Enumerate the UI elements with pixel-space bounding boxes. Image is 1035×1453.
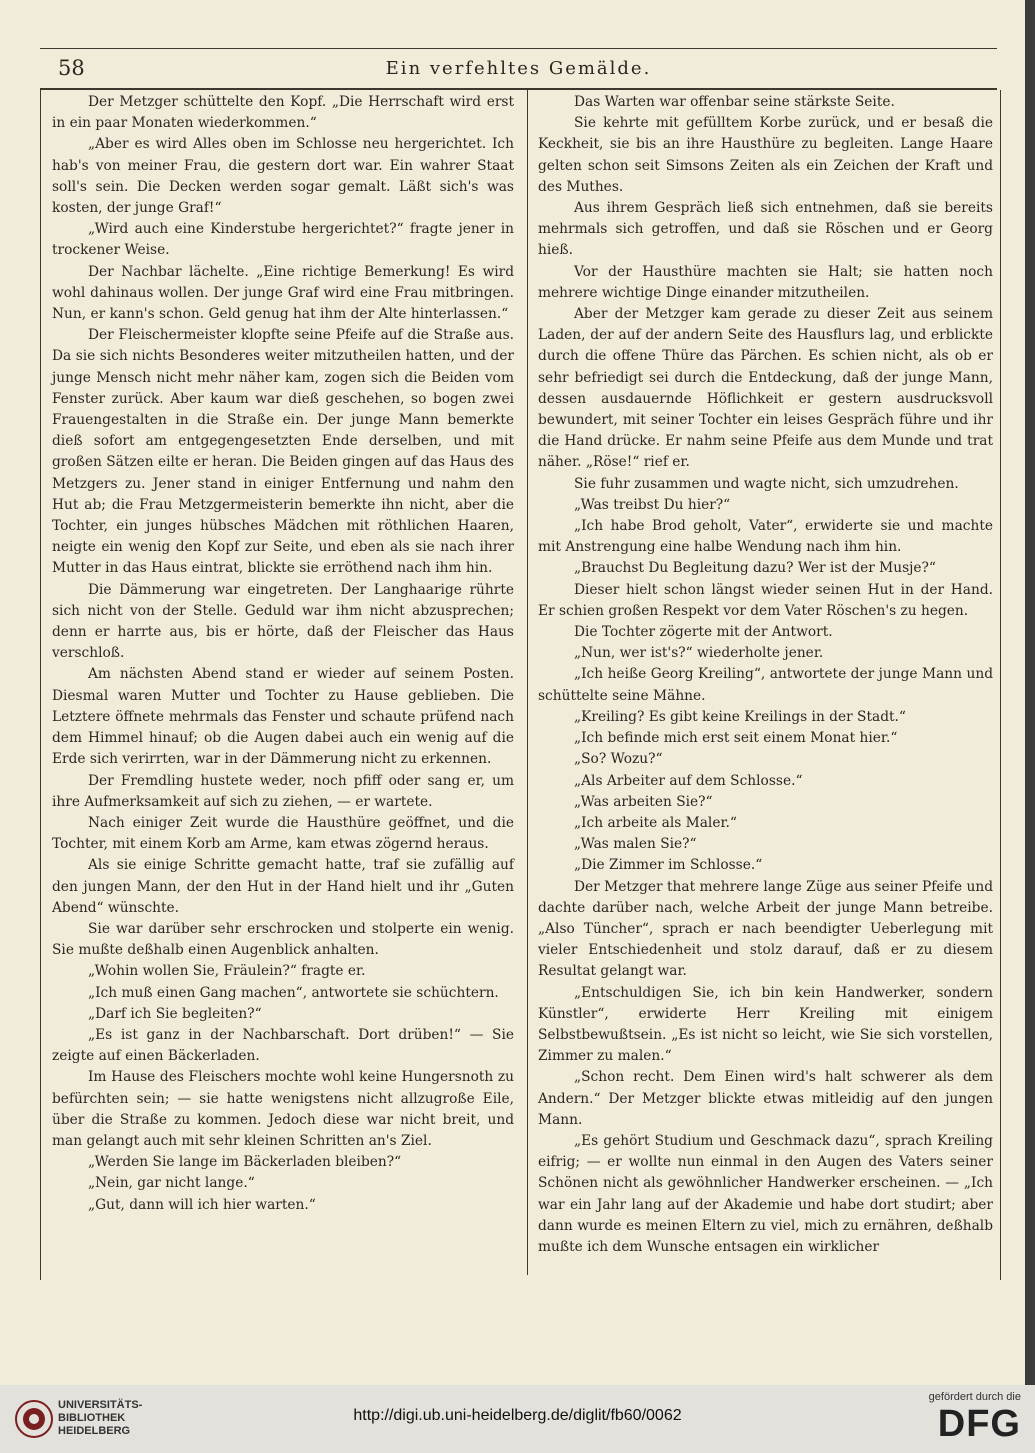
- paragraph: „Ich habe Brod geholt, Vater“, erwiderte sie und machte mit Anstrengung eine halbe Wendung nach ihm hin.: [538, 518, 993, 556]
- paragraph: „Schon recht. Dem Einen wird's halt schwerer als dem Andern.“ Der Metzger blickte etwas mitleidig auf den jungen Mann.: [538, 1069, 993, 1128]
- right-column: [538, 92, 993, 1258]
- paragraph: „Was treibst Du hier?“: [574, 496, 731, 513]
- paragraph: „Entschuldigen Sie, ich bin kein Handwerker, sondern Künstler“, erwiderte Herr Kreiling mit einigem Selbstbewußtsein. „Es ist nicht so leicht, wie Sie sich vorstellen, Zimmer zu malen.“: [538, 984, 993, 1065]
- dfg-logo: DFG: [937, 1403, 1021, 1445]
- paragraph: Das Warten war offenbar seine stärkste Seite.: [574, 94, 895, 110]
- paragraph: „Wohin wollen Sie, Fräulein?“ fragte er.: [88, 963, 366, 980]
- library-name-line-3: HEIDELBERG: [58, 1425, 131, 1437]
- paragraph: „Nein, gar nicht lange.“: [88, 1175, 255, 1192]
- paragraph: Als sie einige Schritte gemacht hatte, traf sie zufällig auf den jungen Mann, der den Hut in der Hand hielt und ihr „Guten Abend“ wünschte.: [52, 857, 514, 916]
- paragraph: „Wird auch eine Kinderstube hergerichtet?“ fragte jener in trockener Weise.: [52, 221, 514, 259]
- paragraph: Die Dämmerung war eingetreten. Der Langhaarige rührte sich nicht von der Stelle. Geduld war ihm nicht abzusprechen; denn er harrte aus, bis er hörte, daß der Fleischer das Haus verschloß.: [52, 581, 514, 662]
- paragraph: Am nächsten Abend stand er wieder auf seinem Posten. Diesmal waren Mutter und Tochter zu Hause geblieben. Die Letztere öffnete mehrmals das Fenster und schaute prüfend nach dem Himmel hinauf; ob die Augen dabei auch ein wenig auf die Erde sich verirrten, war in der Dämmerung nicht zu erkennen.: [52, 666, 514, 768]
- paragraph: „Nun, wer ist's?“ wiederholte jener.: [574, 645, 824, 662]
- paragraph: „Ich befinde mich erst seit einem Monat hier.“: [574, 730, 898, 747]
- paragraph: „Gut, dann will ich hier warten.“: [88, 1196, 316, 1213]
- permalink-url[interactable]: http://digi.ub.uni-heidelberg.de/diglit/fb60/0062: [353, 1407, 682, 1424]
- left-border-rule: [40, 90, 41, 1280]
- paragraph: „Als Arbeiter auf dem Schlosse.“: [574, 772, 803, 789]
- funding-caption: gefördert durch die: [928, 1391, 1021, 1403]
- viewer-footer: [0, 1385, 1035, 1453]
- paragraph: „Werden Sie lange im Bäckerladen bleiben?“: [88, 1154, 402, 1171]
- paragraph: „Ich arbeite als Maler.“: [574, 814, 737, 831]
- top-rule: [40, 48, 997, 49]
- scan-edge: [1025, 0, 1035, 1385]
- paragraph: Aber der Metzger kam gerade zu dieser Zeit aus seinem Laden, der auf der andern Seite des Hausflurs lag, und erblickte durch die offene Thüre das Pärchen. Es schien nicht, als ob er sehr befriedigt sei durch die Entdeckung, daß der junge Mann, dessen ausdauernde Höflichkeit er gestern ausdrucksvoll bewundert, mit seiner Tochter ein leises Gespräch führe und ihr die Hand drücke. Er nahm seine Pfeife aus dem Munde und trat näher. „Röse!“ rief er.: [538, 306, 993, 471]
- paragraph: „Es gehört Studium und Geschmack dazu“, sprach Kreiling eifrig; — er wollte nun einmal in den Augen des Vaters seiner Schönen nicht als gewöhnlicher Handwerker erscheinen. — „Ich war ein Jahr lang auf der Akademie und habe dort studirt; aber dann wurde es meinen Eltern zu viel, mich zu ernähren, deßhalb mußte ich dem Wunsche entsagen ein wirklicher: [538, 1132, 993, 1255]
- page-number: 58: [58, 56, 85, 80]
- right-border-rule: [1000, 90, 1001, 1280]
- paragraph: Der Fleischermeister klopfte seine Pfeife auf die Straße aus. Da sie sich nichts Besonderes weiter mitzutheilen hatten, und der junge Mensch nicht mehr näher kam, zogen sich die Beiden vom Fenster zurück. Aber kaum war dieß geschehen, so bogen zwei Frauengestalten in die Straße ein. Der junge Mann bemerkte dieß sofort am entgegengesetzten Ende derselben, und mit großen Sätzen eilte er heran. Die Beiden gingen auf das Haus des Metzgers zu. Jener stand in einiger Entfernung und nahm den Hut ab; die Frau Metzgermeisterin bemerkte ihn nicht, aber die Tochter, ein junges hübsches Mädchen mit röthlichen Haaren, neigte ein wenig den Kopf zur Seite, und eben als sie nach ihrer Mutter in das Haus eintrat, blickte sie erröthend nach ihm hin.: [52, 327, 514, 577]
- header-rule: [40, 88, 997, 90]
- paragraph: Aus ihrem Gespräch ließ sich entnehmen, daß sie bereits mehrmals sich getroffen, und daß sie Röschen und er Georg hieß.: [538, 200, 993, 259]
- paragraph: „Ich muß einen Gang machen“, antwortete sie schüchtern.: [88, 984, 499, 1001]
- paragraph: „Brauchst Du Begleitung dazu? Wer ist der Musje?“: [574, 560, 936, 577]
- column-divider: [527, 90, 528, 1275]
- paragraph: „Kreiling? Es gibt keine Kreilings in der Stadt.“: [574, 708, 906, 725]
- paragraph: Sie fuhr zusammen und wagte nicht, sich umzudrehen.: [574, 475, 959, 492]
- left-column: [52, 92, 514, 1216]
- page-header: [40, 56, 997, 86]
- paragraph: Der Metzger that mehrere lange Züge aus seiner Pfeife und dachte darüber nach, welche Arbeit der junge Mann betreibe. „Also Tüncher“, sprach er nach beendigter Ueberlegung mit vieler Entschiedenheit und stolz darauf, daß er zu diesem Resultat gelangt war.: [538, 878, 993, 980]
- paragraph: Nach einiger Zeit wurde die Hausthüre geöffnet, und die Tochter, mit einem Korb am Arme, kam etwas zögernd heraus.: [52, 814, 514, 853]
- paragraph: „Was arbeiten Sie?“: [574, 793, 713, 810]
- paragraph: Im Hause des Fleischers mochte wohl keine Hungersnoth zu befürchten sein; — sie hatte wenigstens nicht allzugroße Eile, über die Straße zu kommen. Jedoch diese war nicht breit, und man gelangt auch mit sehr kleinen Schritten an's Ziel.: [52, 1069, 514, 1149]
- paragraph: Vor der Hausthüre machten sie Halt; sie hatten noch mehrere wichtige Dinge einander mitzutheilen.: [538, 263, 993, 301]
- paragraph: „Die Zimmer im Schlosse.“: [574, 857, 763, 874]
- paragraph: Sie kehrte mit gefülltem Korbe zurück, und er besaß die Keckheit, sie bis an ihre Hausthüre zu begleiten. Lange Haare gelten schon seit Simsons Zeiten als ein Zeichen der Kraft und des Muthes.: [538, 115, 993, 195]
- running-title: Ein verfehltes Gemälde.: [385, 58, 652, 79]
- paragraph: Der Metzger schüttelte den Kopf. „Die Herrschaft wird erst in ein paar Monaten wiederkommen.“: [52, 94, 514, 132]
- paragraph: Die Tochter zögerte mit der Antwort.: [574, 624, 833, 641]
- paragraph: „Darf ich Sie begleiten?“: [88, 1005, 262, 1022]
- paragraph: Sie war darüber sehr erschrocken und stolperte ein wenig. Sie mußte deßhalb einen Augenblick anhalten.: [52, 920, 514, 959]
- library-name-line-1: UNIVERSITÄTS-: [58, 1399, 143, 1411]
- paragraph: Der Fremdling hustete weder, noch pfiff oder sang er, um ihre Aufmerksamkeit auf sich zu ziehen, — er wartete.: [52, 772, 514, 810]
- paragraph: Dieser hielt schon längst wieder seinen Hut in der Hand. Er schien großen Respekt vor dem Vater Röschen's zu hegen.: [538, 581, 993, 619]
- library-name-line-2: BIBLIOTHEK: [58, 1412, 126, 1424]
- paragraph: „Aber es wird Alles oben im Schlosse neu hergerichtet. Ich hab's von meiner Frau, die gestern dort war. Ein wahrer Staat soll's sein. Die Decken werden sogar gemalt. Läßt sich's was kosten, der junge Graf!“: [52, 136, 514, 217]
- paragraph: Der Nachbar lächelte. „Eine richtige Bemerkung! Es wird wohl dahinaus wollen. Der junge Graf wird eine Frau mitbringen. Nun, er kann's schon. Geld genug hat ihm der Alte hinterlassen.“: [52, 263, 514, 323]
- paragraph: „Ich heiße Georg Kreiling“, antwortete der junge Mann und schüttelte seine Mähne.: [538, 666, 993, 704]
- paragraph: „So? Wozu?“: [574, 751, 663, 768]
- paragraph: „Es ist ganz in der Nachbarschaft. Dort drüben!“ — Sie zeigte auf einen Bäckerladen.: [52, 1026, 514, 1065]
- paragraph: „Was malen Sie?“: [574, 836, 697, 853]
